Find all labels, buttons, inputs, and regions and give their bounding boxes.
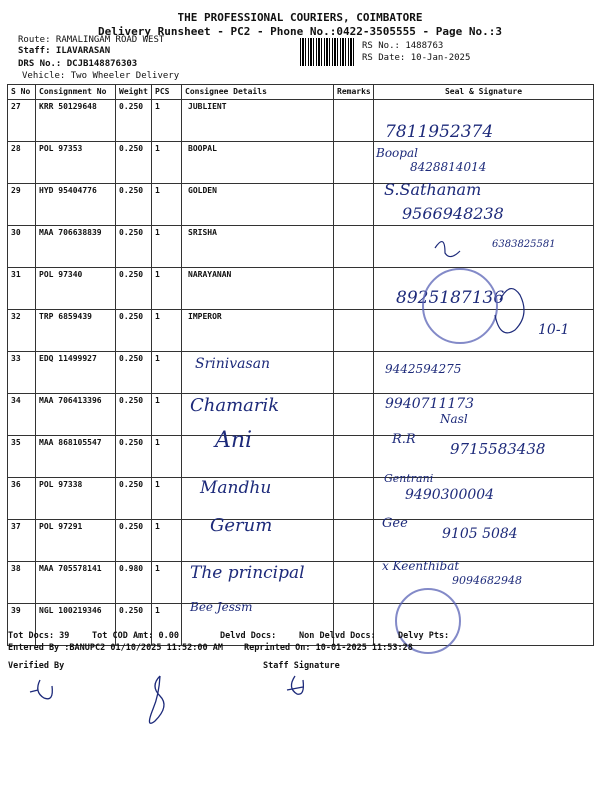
row-sno: 31 [8,268,36,310]
handwriting-r29a: S.Sathanam [384,180,482,199]
row-pcs: 1 [152,268,182,310]
row-consignee: NARAYANAN [182,268,334,310]
handwriting-r27: 7811952374 [385,122,494,142]
row-consignment-no: POL 97353 [36,142,116,184]
handwriting-r29b: 9566948238 [402,204,504,223]
row-sno: 27 [8,100,36,142]
handwriting-r34b: 9940711173 [385,396,475,412]
row-sno: 35 [8,436,36,478]
row-consignment-no: NGL 100219346 [36,604,116,646]
row-consignment-no: POL 97291 [36,520,116,562]
delivered-docs: Delvd Docs: [220,631,277,641]
handwriting-r28b: 8428814014 [410,160,487,174]
row-consignee: JUBLIENT [182,100,334,142]
handwriting-r35c: 9715583438 [450,440,546,458]
row-weight: 0.250 [116,520,152,562]
row-pcs: 1 [152,604,182,646]
row-pcs: 1 [152,436,182,478]
handwriting-r35a: Ani [215,428,253,453]
row-weight: 0.250 [116,100,152,142]
handwriting-r34c: Nasl [440,412,468,426]
handwriting-r38c: 9094682948 [452,574,522,587]
handwriting-r37a: Gerum [210,515,273,536]
handwriting-r33a: Srinivasan [195,356,271,372]
company-title: THE PROFESSIONAL COURIERS, COIMBATORE [177,11,423,24]
non-delivered-docs: Non Delvd Docs: [299,631,376,641]
row-consignment-no: KRR 50129648 [36,100,116,142]
scribble-r30 [435,242,460,257]
total-docs: Tot Docs: 39 [8,631,70,641]
row-consignee: SRISHA [182,226,334,268]
row-pcs: 1 [152,310,182,352]
reprinted-on: Reprinted On: 10-01-2025 11:53:28 [244,643,413,653]
handwriting-r35b: R.R [392,432,416,447]
row-consignment-no: POL 97338 [36,478,116,520]
handwriting-r34a: Chamarik [190,395,280,416]
row-consignment-no: MAA 706413396 [36,394,116,436]
runsheet-subtitle: Delivery Runsheet - PC2 - Phone No.:0422-3505555 - Page No.:3 [98,25,502,38]
row-consignee: GOLDEN [182,184,334,226]
handwriting-r36b: Gentrani [384,472,434,485]
route-label: Route: RAMALINGAM ROAD WEST [18,35,165,45]
row-consignee: BOOPAL [182,142,334,184]
delivery-points: Delvy Pts: [398,631,450,641]
col-header-sno: S No [8,85,36,100]
row-sno: 32 [8,310,36,352]
row-pcs: 1 [152,184,182,226]
row-weight: 0.250 [116,226,152,268]
row-sno: 37 [8,520,36,562]
row-pcs: 1 [152,142,182,184]
handwriting-r31: 8925187136 [396,288,505,308]
row-pcs: 1 [152,520,182,562]
handwriting-r33b: 9442594275 [385,362,462,376]
col-header-remarks: Remarks [334,85,374,100]
row-weight: 0.250 [116,184,152,226]
row-consignment-no: MAA 868105547 [36,436,116,478]
handwriting-r36a: Mandhu [200,478,272,498]
col-header-seal: Seal & Signature [374,85,594,100]
row-pcs: 1 [152,394,182,436]
row-consignment-no: HYD 95404776 [36,184,116,226]
rs-date: RS Date: 10-Jan-2025 [362,53,471,63]
scribble-verified-2 [149,676,164,723]
row-consignment-no: MAA 705578141 [36,562,116,604]
col-header-consignment: Consignment No [36,85,116,100]
handwriting-r37b: Gee [382,516,408,531]
row-pcs: 1 [152,352,182,394]
row-weight: 0.250 [116,268,152,310]
row-weight: 0.250 [116,478,152,520]
handwriting-r36c: 9490300004 [405,487,495,503]
handwriting-r30: 6383825581 [492,239,556,250]
row-pcs: 1 [152,478,182,520]
col-header-weight: Weight [116,85,152,100]
row-weight: 0.250 [116,352,152,394]
row-weight: 0.250 [116,142,152,184]
scribble-staff [287,676,303,694]
vehicle-label: Vehicle: Two Wheeler Delivery [22,71,180,81]
col-header-consignee: Consignee Details [182,85,334,100]
col-header-pcs: PCS [152,85,182,100]
row-pcs: 1 [152,562,182,604]
row-sno: 33 [8,352,36,394]
handwriting-r37c: 9105 5084 [442,526,518,542]
handwriting-r38a: The principal [190,563,305,583]
verified-by-label: Verified By [8,661,65,671]
staff-label: Staff: ILAVARASAN [18,46,111,56]
scribble-r32 [495,289,524,333]
row-consignee: IMPEROR [182,310,334,352]
row-sno: 38 [8,562,36,604]
row-consignment-no: EDQ 11499927 [36,352,116,394]
handwriting-r38b: x Keenthibat [382,559,460,573]
handwriting-r32: 10-1 [538,322,570,338]
row-sno: 34 [8,394,36,436]
total-cod-amount: Tot COD Amt: 0.00 [92,631,179,641]
row-weight: 0.250 [116,436,152,478]
handwriting-r39: Bee Jessm [190,600,253,614]
row-consignment-no: MAA 706638839 [36,226,116,268]
entered-by: Entered By :BANUPC2 01/10/2025 11:52:00 AM [8,643,223,653]
row-pcs: 1 [152,226,182,268]
drs-label: DRS No.: DCJB148876303 [18,59,138,69]
row-weight: 0.250 [116,604,152,646]
row-consignment-no: POL 97340 [36,268,116,310]
row-sno: 28 [8,142,36,184]
row-sno: 36 [8,478,36,520]
row-consignment-no: TRP 6859439 [36,310,116,352]
row-sno: 29 [8,184,36,226]
row-pcs: 1 [152,100,182,142]
row-weight: 0.980 [116,562,152,604]
row-weight: 0.250 [116,310,152,352]
row-sno: 30 [8,226,36,268]
rs-number: RS No.: 1488763 [362,41,444,51]
handwriting-r28a: Boopal [376,146,418,160]
row-sno: 39 [8,604,36,646]
scribble-verified-1 [30,680,52,699]
staff-signature-label: Staff Signature [263,661,340,671]
row-weight: 0.250 [116,394,152,436]
